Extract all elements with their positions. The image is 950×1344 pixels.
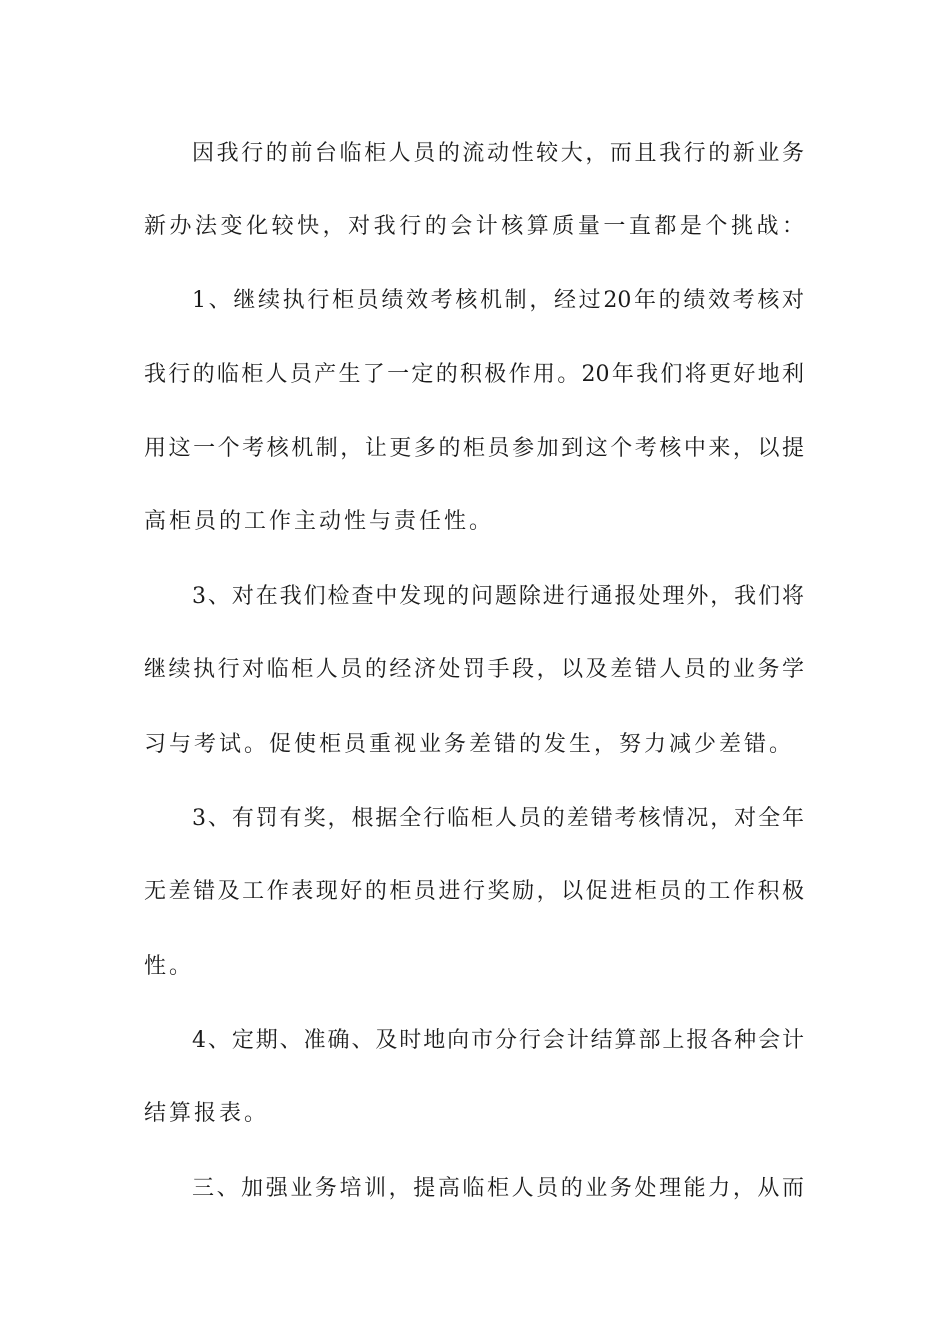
paragraph-4-line-2: 无差错及工作表现好的柜员进行奖励，以促进柜员的工作积极 — [144, 879, 804, 904]
paragraph-1-line-1: 因我行的前台临柜人员的流动性较大，而且我行的新业务 — [192, 141, 804, 166]
paragraph-2-line-2: 我行的临柜人员产生了一定的积极作用。20年我们将更好地利 — [144, 362, 804, 387]
paragraph-2-line-3: 用这一个考核机制，让更多的柜员参加到这个考核中来，以提 — [144, 436, 804, 461]
paragraph-4-line-1: 3、有罚有奖，根据全行临柜人员的差错考核情况，对全年 — [192, 806, 804, 831]
paragraph-6-line-1: 三、加强业务培训，提高临柜人员的业务处理能力，从而 — [192, 1176, 804, 1201]
paragraph-3-line-2: 继续执行对临柜人员的经济处罚手段，以及差错人员的业务学 — [144, 657, 804, 682]
paragraph-5-line-1: 4、定期、准确、及时地向市分行会计结算部上报各种会计 — [192, 1028, 804, 1053]
paragraph-5-line-2: 结算报表。 — [144, 1101, 270, 1126]
paragraph-3-line-1: 3、对在我们检查中发现的问题除进行通报处理外，我们将 — [192, 584, 804, 609]
paragraph-1-line-2: 新办法变化较快，对我行的会计核算质量一直都是个挑战： — [144, 214, 804, 239]
paragraph-2-line-4: 高柜员的工作主动性与责任性。 — [144, 509, 495, 534]
paragraph-2-line-1: 1、继续执行柜员绩效考核机制，经过20年的绩效考核对 — [192, 288, 804, 313]
paragraph-3-line-3: 习与考试。促使柜员重视业务差错的发生，努力减少差错。 — [144, 732, 795, 757]
paragraph-4-line-3: 性。 — [144, 954, 195, 979]
